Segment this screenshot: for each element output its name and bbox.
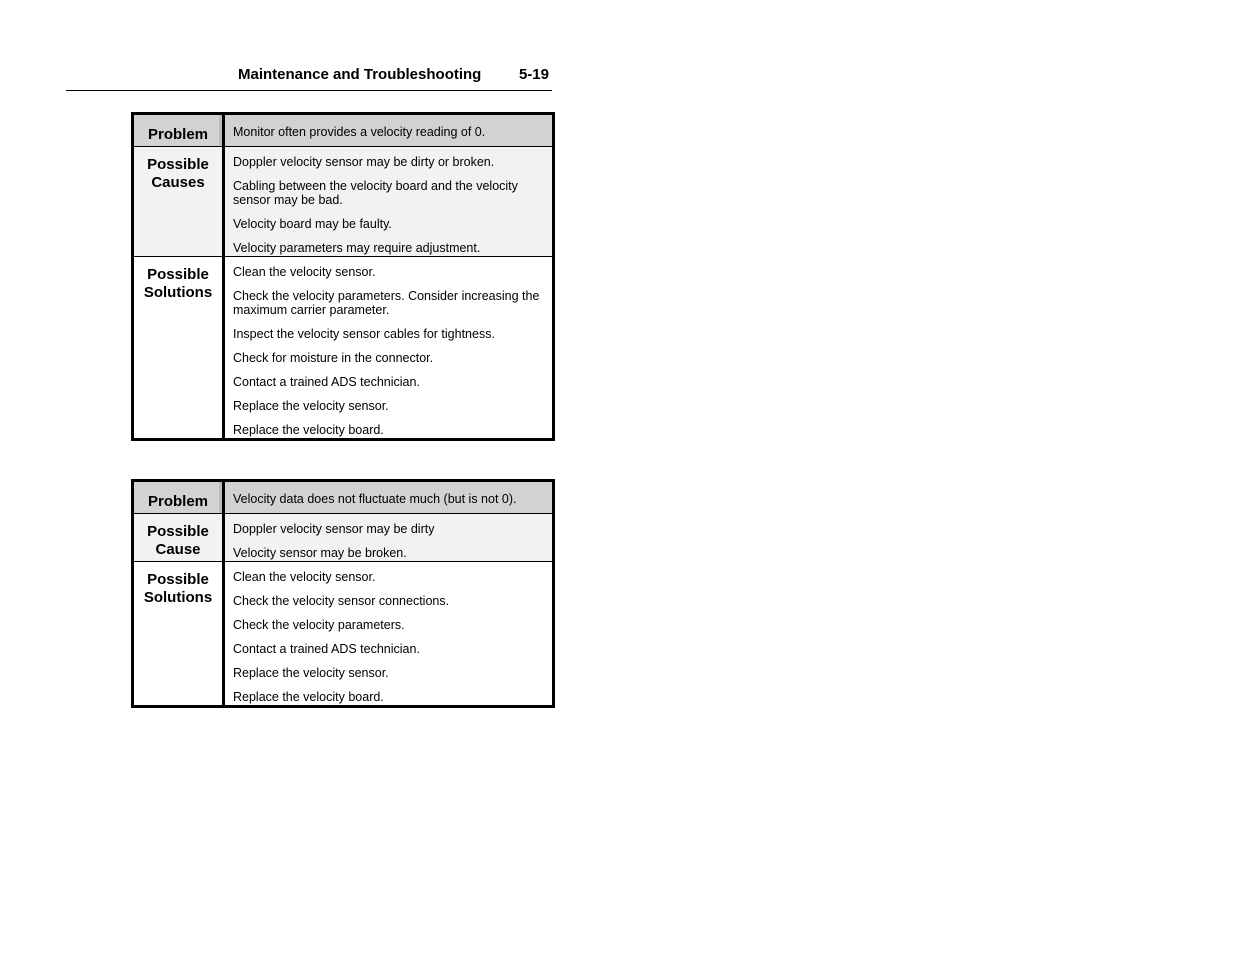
solution-item: Check the velocity parameters. Consider increasing the maximum carrier parameter. xyxy=(233,289,540,317)
solution-item: Inspect the velocity sensor cables for tightness. xyxy=(233,327,495,341)
causes-row xyxy=(133,514,554,562)
problem-label: Problem xyxy=(133,114,224,147)
causes-list xyxy=(224,147,554,257)
solution-item: Contact a trained ADS technician. xyxy=(233,642,420,656)
solution-item: Replace the velocity sensor. xyxy=(233,666,389,680)
problem-label: Problem xyxy=(133,481,224,514)
solutions-label: Possible Solutions xyxy=(133,257,224,440)
solution-item: Clean the velocity sensor. xyxy=(233,265,376,279)
solution-item: Check the velocity parameters. xyxy=(233,618,405,632)
page-header xyxy=(66,64,552,91)
page-number: 5-19 xyxy=(518,66,549,83)
cause-item: Velocity sensor may be broken. xyxy=(233,546,407,560)
cause-item: Cabling between the velocity board and the velocity sensor may be bad. xyxy=(233,179,518,207)
solutions-list xyxy=(224,257,554,440)
solution-item: Check for moisture in the connector. xyxy=(233,351,434,365)
solution-item: Replace the velocity board. xyxy=(233,690,384,704)
solution-item: Check the velocity sensor connections. xyxy=(233,594,450,608)
troubleshooting-table-1 xyxy=(131,112,555,441)
section-title: Maintenance and Troubleshooting xyxy=(238,66,482,83)
solution-item: Replace the velocity sensor. xyxy=(233,399,389,413)
causes-list xyxy=(224,514,554,562)
cause-item: Velocity parameters may require adjustment. xyxy=(233,241,481,255)
solution-item: Contact a trained ADS technician. xyxy=(233,375,420,389)
causes-label: Possible Causes xyxy=(133,147,224,257)
problem-text: Velocity data does not fluctuate much (but is not 0). xyxy=(224,481,554,514)
solutions-label: Possible Solutions xyxy=(133,562,224,707)
cause-item: Velocity board may be faulty. xyxy=(233,217,392,231)
problem-text: Monitor often provides a velocity reading of 0. xyxy=(224,114,554,147)
cause-item: Doppler velocity sensor may be dirty or broken. xyxy=(233,155,495,169)
solution-item: Replace the velocity board. xyxy=(233,423,384,437)
causes-row xyxy=(133,147,554,257)
cause-item: Doppler velocity sensor may be dirty xyxy=(233,522,435,536)
solutions-row xyxy=(133,257,554,440)
solution-item: Clean the velocity sensor. xyxy=(233,570,376,584)
problem-row xyxy=(133,114,554,147)
solutions-list xyxy=(224,562,554,707)
problem-row xyxy=(133,481,554,514)
solutions-row xyxy=(133,562,554,707)
causes-label: Possible Cause xyxy=(133,514,224,562)
troubleshooting-table-2 xyxy=(131,479,555,708)
